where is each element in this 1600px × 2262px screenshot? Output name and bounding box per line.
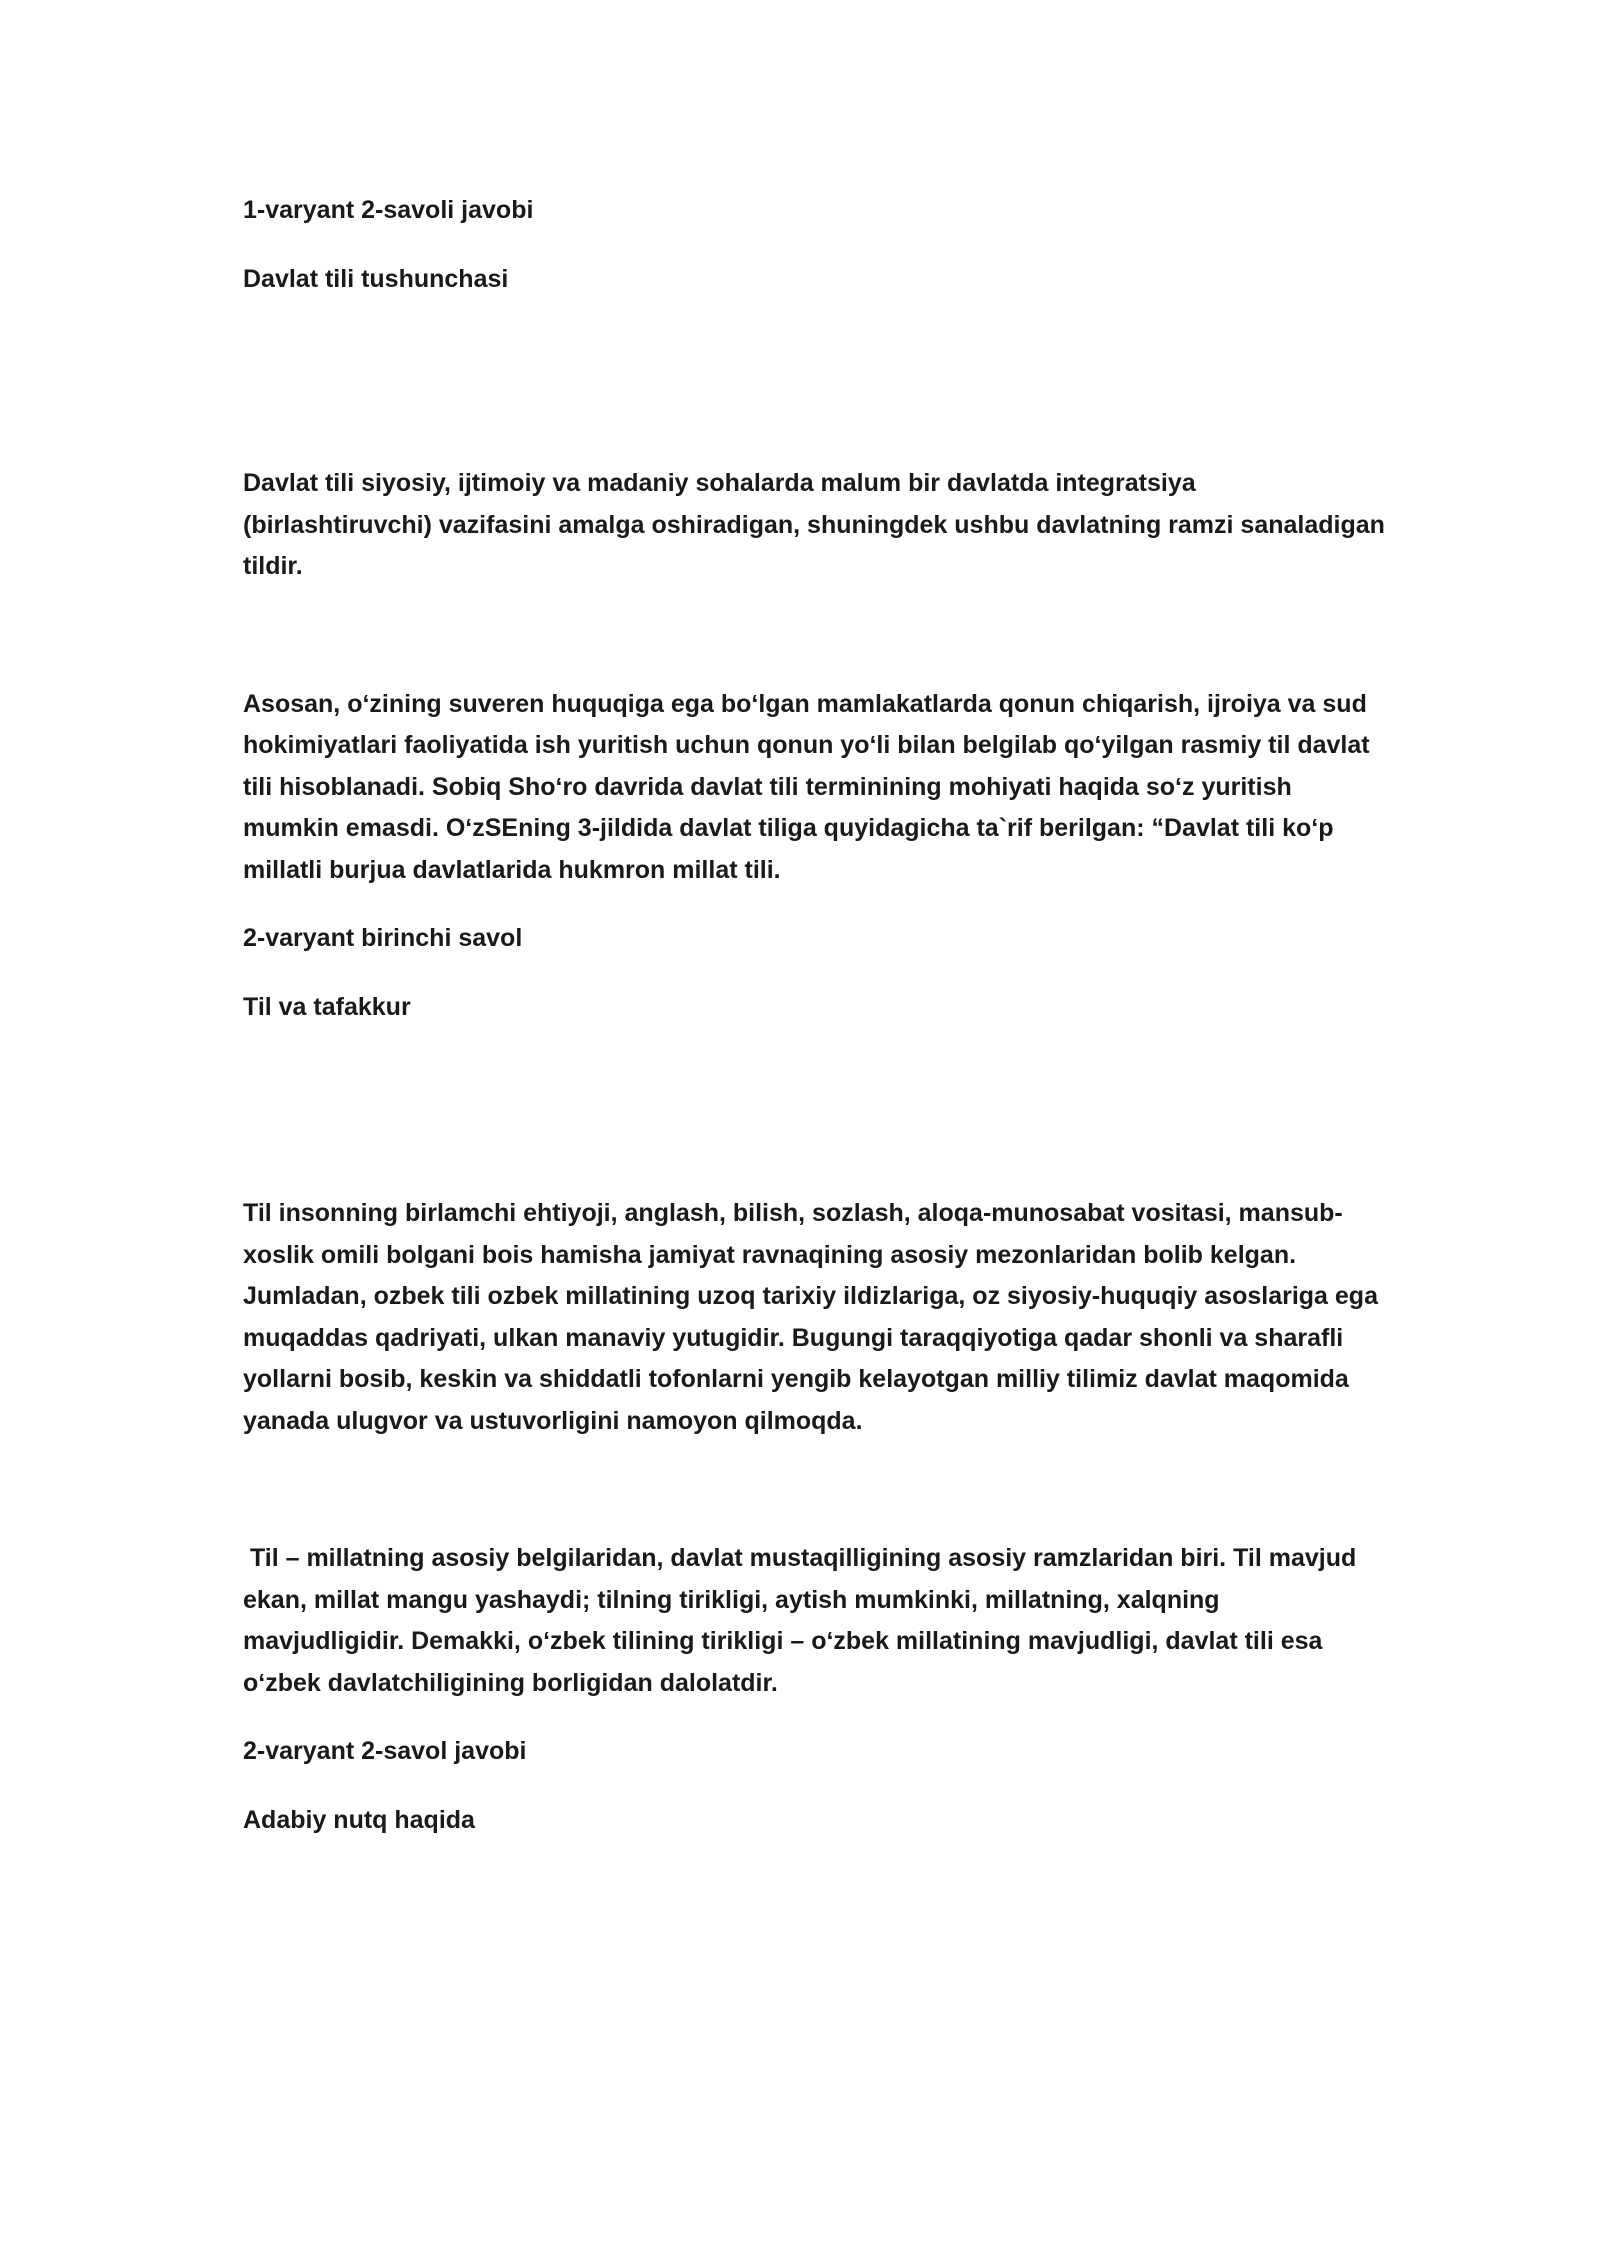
paragraph-line: Davlat tili siyosiy, ijtimoiy va madaniy sohalarda malum bir davlatda integratsiya	[243, 469, 1196, 497]
paragraph-line: yollarni bosib, keskin va shiddatli tofonlarni yengib kelayotgan milliy tilimiz davlat maqomida	[243, 1365, 1349, 1393]
paragraph-line: oʻzbek davlatchiligining borligidan dalolatdir.	[243, 1668, 778, 1697]
paragraph-line: Asosan, oʻzining suveren huquqiga ega boʻlgan mamlakatlarda qonun chiqarish, ijroiya va sud	[243, 689, 1367, 718]
section-2-paragraph-2	[243, 1538, 1423, 1704]
section-1-paragraph-1	[243, 463, 1423, 588]
section-1-heading: 1-varyant 2-savoli javobi	[243, 196, 534, 224]
paragraph-line: yanada ulugvor va ustuvorligini namoyon qilmoqda.	[243, 1406, 863, 1435]
section-2-heading: 2-varyant birinchi savol	[243, 924, 523, 952]
paragraph-line: Til insonning birlamchi ehtiyoji, anglash, bilish, sozlash, aloqa-munosabat vositasi, mansub-	[243, 1199, 1343, 1227]
section-3-subheading: Adabiy nutq haqida	[243, 1805, 475, 1834]
paragraph-line: ekan, millat mangu yashaydi; tilning tirikligi, aytish mumkinki, millatning, xalqning	[243, 1585, 1220, 1614]
paragraph-line: mavjudligidir. Demakki, oʻzbek tilining tirikligi – oʻzbek millatining mavjudligi, davlat tili esa	[243, 1627, 1323, 1655]
paragraph-line: muqaddas qadriyati, ulkan manaviy yutugidir. Bugungi taraqqiyotiga qadar shonli va sharafli	[243, 1323, 1344, 1352]
section-1-paragraph-2	[243, 684, 1423, 892]
section-2-paragraph-1	[243, 1193, 1423, 1442]
section-1-subheading: Davlat tili tushunchasi	[243, 264, 509, 293]
paragraph-line: millatli burjua davlatlarida hukmron millat tili.	[243, 855, 781, 884]
paragraph-line: hokimiyatlari faoliyatida ish yuritish uchun qonun yoʻli bilan belgilab qoʻyilgan rasmiy til davlat	[243, 731, 1370, 759]
section-3-heading: 2-varyant 2-savol javobi	[243, 1737, 527, 1765]
paragraph-line: (birlashtiruvchi) vazifasini amalga oshiradigan, shuningdek ushbu davlatning ramzi sanaladigan	[243, 510, 1385, 539]
paragraph-line: tili hisoblanadi. Sobiq Shoʻro davrida davlat tili terminining mohiyati haqida soʻz yuritish	[243, 772, 1292, 801]
paragraph-line: mumkin emasdi. OʻzSEning 3-jildida davlat tiliga quyidagicha ta`rif berilgan: “Davlat tili koʻp	[243, 814, 1334, 842]
paragraph-line: Jumladan, ozbek tili ozbek millatining uzoq tarixiy ildizlariga, oz siyosiy-huquqiy asoslariga ega	[243, 1282, 1378, 1310]
paragraph-line: xoslik omili bolgani bois hamisha jamiyat ravnaqining asosiy mezonlaridan bolib kelgan.	[243, 1240, 1297, 1269]
paragraph-line: Til – millatning asosiy belgilaridan, davlat mustaqilligining asosiy ramzlaridan biri. Til mavjud	[243, 1544, 1357, 1572]
paragraph-line: tildir.	[243, 552, 303, 580]
document-body	[243, 190, 1423, 1841]
section-2-subheading: Til va tafakkur	[243, 992, 411, 1021]
